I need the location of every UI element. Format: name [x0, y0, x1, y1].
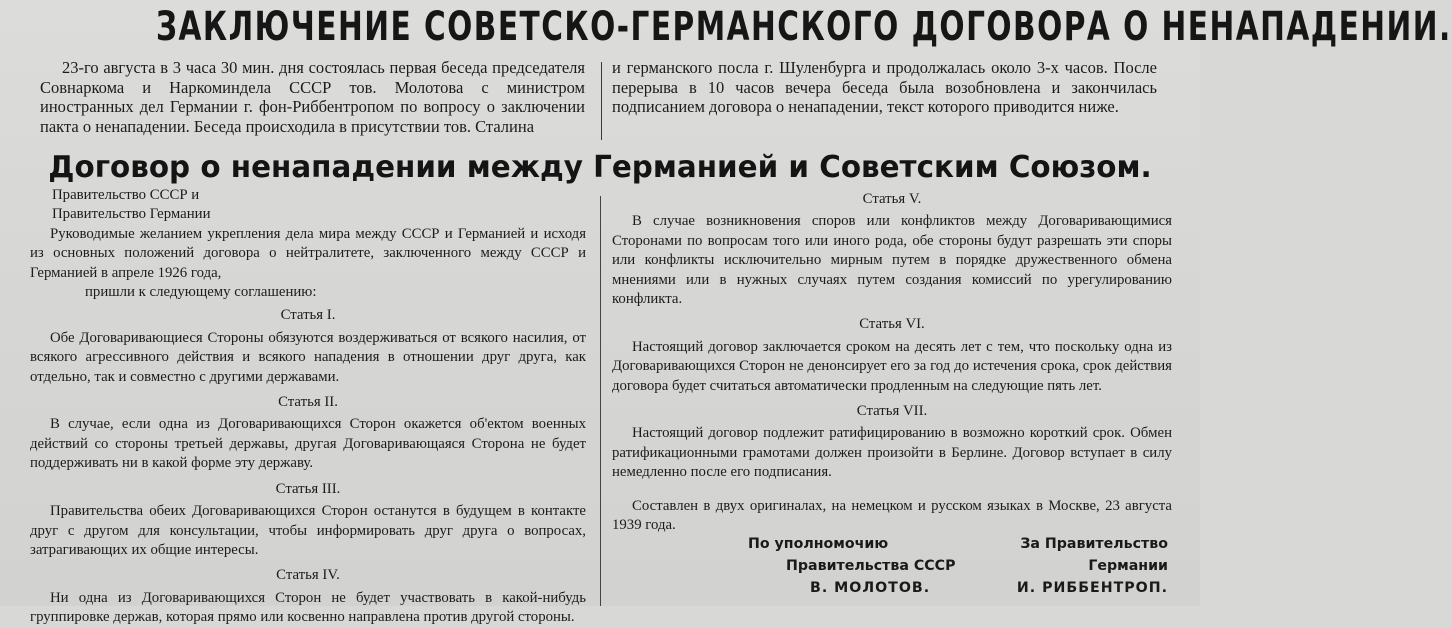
intro-left-text: 23-го августа в 3 часа 30 мин. дня состоялась первая беседа председателя Совнаркома и Наркоминдела СССР тов. Молотова с министром иностранных дел Германии г. фон-Риббентропом по вопросу о заключении пакта о ненападении. Беседа происходила в присутствии тов. Сталина	[40, 58, 585, 136]
signature-ussr-line-2: Правительства СССР	[786, 558, 956, 574]
article-6-text: Настоящий договор заключается сроком на десять лет с тем, что поскольку одна из Договаривающихся Сторон не денонсирует его за год до истечения срока, срок действия договора будет считаться автоматически продленным на следующие пять лет.	[612, 338, 1172, 394]
article-4-title: Статья IV.	[276, 567, 340, 584]
signature-ussr	[748, 533, 956, 599]
preamble: Руководимые желанием укрепления дела мира между СССР и Германией и исходя из основных положений договора о нейтралитете, заключенного между СССР и Германией в апреле 1926 года,	[30, 225, 586, 281]
article-6-title: Статья VI.	[859, 316, 925, 333]
treaty-column-divider	[600, 196, 601, 606]
intro-left-column	[40, 58, 585, 136]
signature-germany-name: И. РИББЕНТРОП.	[1016, 580, 1168, 596]
intro-column-divider	[601, 62, 602, 140]
article-3-text: Правительства обеих Договаривающихся Сторон останутся в будущем в контакте друг с другом для консультации, чтобы информировать друг друга о вопросах, затрагивающих их общие интересы.	[30, 503, 586, 558]
article-5-text: В случае возникновения споров или конфликтов между Договаривающимися Сторонами по вопросам того или иного рода, обе стороны будут разрешать эти споры или конфликты исключительно мирным путем в порядке дружественного обмена мнениями или в нужных случаях путем создания комиссий по урегулированию конфликта.	[612, 213, 1172, 308]
article-7-text: Настоящий договор подлежит ратифицированию в возможно короткий срок. Обмен ратификационными грамотами должен произойти в Берлине. Договор вступает в силу немедленно после его подписания.	[612, 425, 1172, 481]
article-2-title: Статья II.	[278, 394, 338, 411]
signature-ussr-name: В. МОЛОТОВ.	[810, 580, 931, 596]
parties-line-1: Правительство СССР и	[52, 187, 200, 203]
article-1-text: Обе Договаривающиеся Стороны обязуются воздерживаться от всякого насилия, от всякого агрессивного действия и всякого нападения в отношении друг друга, как отдельно, так и совместно с другими державами.	[30, 329, 586, 385]
intro-right-text: и германского посла г. Шуленбурга и продолжалась около 3-х часов. После перерыва в 10 часов вечера беседа была возобновлена и закончилась подписанием договора о ненападении, текст которого приводится ниже.	[612, 58, 1157, 117]
signature-ussr-line-1: По уполномочию	[748, 536, 889, 552]
article-3-title: Статья III.	[275, 480, 341, 497]
article-5-title: Статья V.	[862, 191, 922, 207]
closing-statement: Составлен в двух оригиналах, на немецком и русском языках в Москве, 23 августа 1939 года.	[612, 497, 1172, 534]
headline: ЗАКЛЮЧЕНИЕ СОВЕТСКО-ГЕРМАНСКОГО ДОГОВОРА О НЕНАПАДЕНИИ.	[156, 4, 1452, 50]
agreed-clause: пришли к следующему соглашению:	[85, 284, 317, 301]
article-1-title: Статья I.	[280, 307, 336, 324]
signature-germany-line-2: Германии	[1088, 558, 1168, 574]
intro-right-column	[612, 58, 1157, 117]
treaty-title: Договор о ненападении между Германией и Советским Союзом.	[48, 150, 1152, 185]
treaty-left-column	[30, 186, 586, 628]
signature-germany-line-1: За Правительство	[1020, 536, 1168, 552]
article-4-text: Ни одна из Договаривающихся Сторон не будет участвовать в какой-нибудь группировке держав, которая прямо или косвенно направлена против другой стороны.	[30, 589, 586, 626]
article-2-text: В случае, если одна из Договаривающихся Сторон окажется об'ектом военных действий со стороны третьей державы, другая Договаривающаяся Сторона не будет поддерживать ни в какой форме эту державу.	[30, 416, 586, 472]
article-7-title: Статья VII.	[856, 403, 928, 420]
signature-germany	[1000, 533, 1168, 599]
parties-line-2: Правительство Германии	[52, 206, 211, 223]
treaty-right-column	[612, 186, 1172, 536]
